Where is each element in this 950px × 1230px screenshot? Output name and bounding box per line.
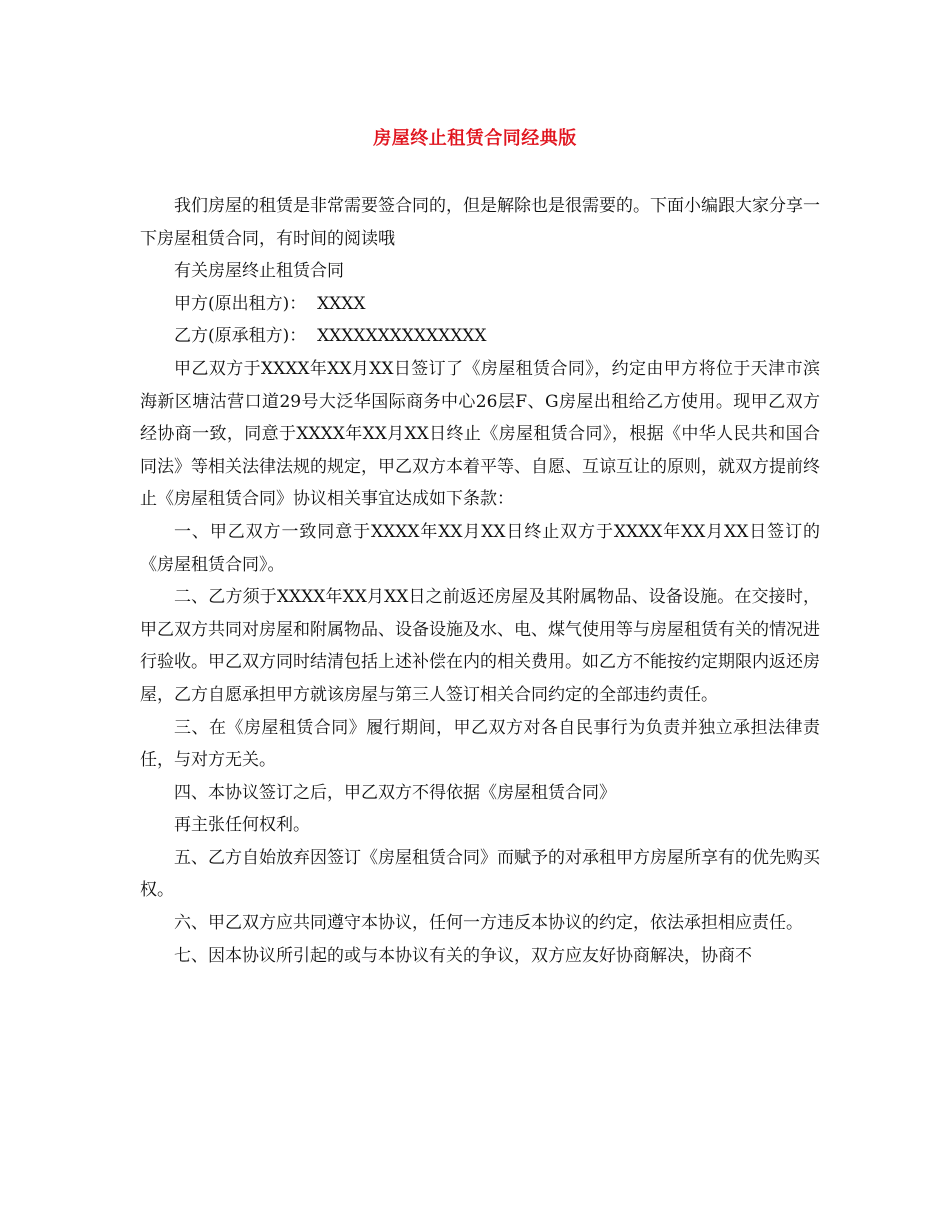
clause-2: 二、乙方须于XXXX年XX月XX日之前返还房屋及其附属物品、设备设施。在交接时，甲乙双方共同对房屋和附属物品、设备设施及水、电、煤气使用等与房屋租赁有关的情况进行验收。甲乙双方同时结清包括上述补偿在内的相关费用。如乙方不能按约定期限内返还房屋，乙方自愿承担甲方就该房屋与第三人签订相关合同约定的全部违约责任。 xyxy=(140,587,820,705)
clause-7: 七、因本协议所引起的或与本协议有关的争议，双方应友好协商解决，协商不 xyxy=(174,945,752,966)
paragraph-heading: 有关房屋终止租赁合同 xyxy=(174,261,344,282)
clause-1: 一、甲乙双方一致同意于XXXX年XX月XX日终止双方于XXXX年XX月XX日签订的《房屋租赁合同》。 xyxy=(140,521,820,575)
party-a-line: 甲方(原出租方)： XXXX xyxy=(174,293,366,314)
paragraph-preamble: 甲乙双方于XXXX年XX月XX日签订了《房屋租赁合同》，约定由甲方将位于天津市滨海新区塘沽营口道29号大泛华国际商务中心26层F、G房屋出租给乙方使用。现甲乙双方经协商一致，同意于XXXX年XX月XX日终止《房屋租赁合同》，根据《中华人民共和国合同法》等相关法律法规的规定，甲乙双方本着平等、自愿、互谅互让的原则，就双方提前终止《房屋租赁合同》协议相关事宜达成如下条款： xyxy=(140,358,820,510)
clause-5: 五、乙方自始放弃因签订《房屋租赁合同》而赋予的对承租甲方房屋所享有的优先购买权。 xyxy=(140,847,820,901)
party-b-line: 乙方(原承租方)： XXXXXXXXXXXXXX xyxy=(174,326,487,347)
clause-4-continued: 再主张任何权利。 xyxy=(174,815,310,836)
paragraph-intro: 我们房屋的租赁是非常需要签合同的，但是解除也是很需要的。下面小编跟大家分享一下房屋租赁合同，有时间的阅读哦 xyxy=(140,196,820,249)
clause-4: 四、本协议签订之后，甲乙双方不得依据《房屋租赁合同》 xyxy=(174,782,616,803)
clause-3: 三、在《房屋租赁合同》履行期间，甲乙双方对各自民事行为负责并独立承担法律责任，与对方无关。 xyxy=(140,717,820,771)
document-body xyxy=(140,190,820,972)
clause-6: 六、甲乙双方应共同遵守本协议，任何一方违反本协议的约定，依法承担相应责任。 xyxy=(174,913,803,934)
document-title: 房屋终止租赁合同经典版 xyxy=(373,128,577,149)
